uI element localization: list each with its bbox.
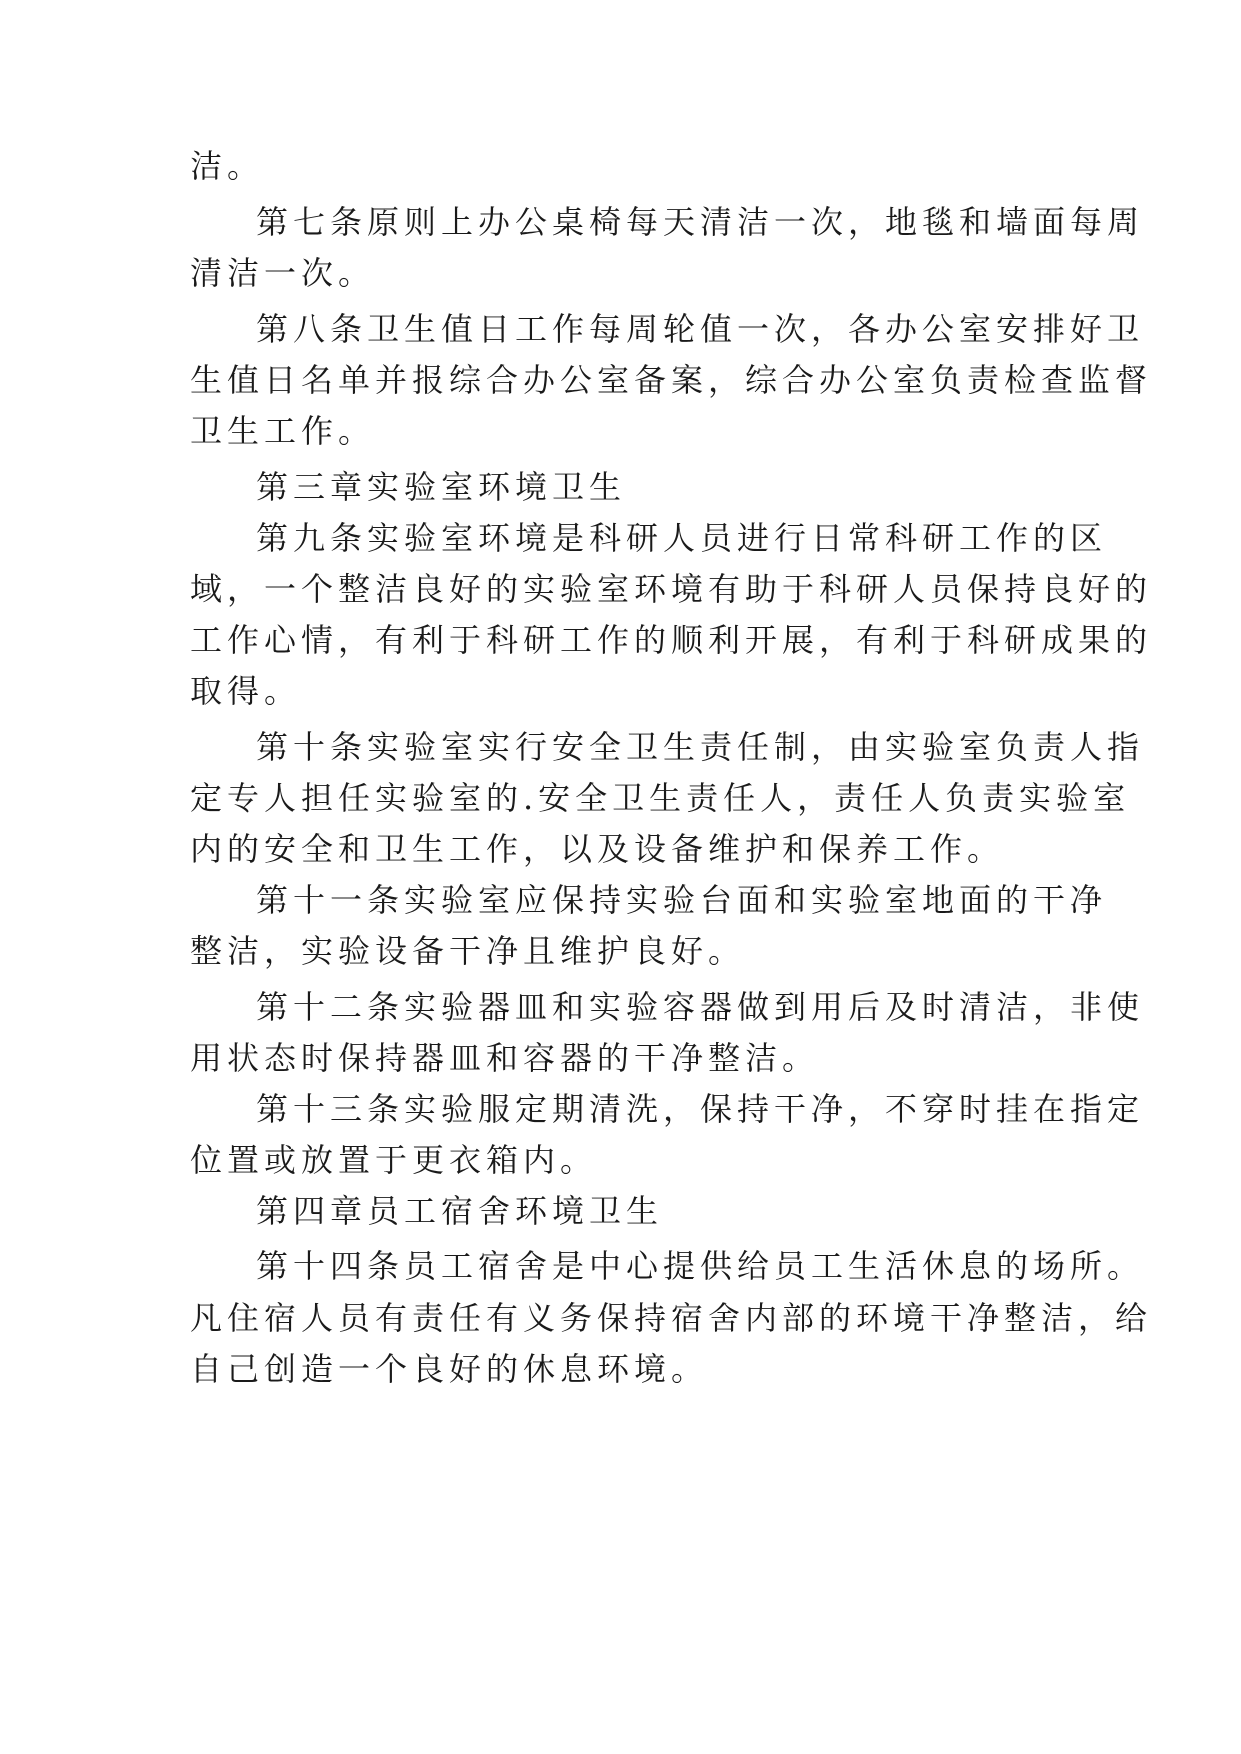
text-line: 定专人担任实验室的.安全卫生责任人，责任人负责实验室 [190,779,1131,817]
article-10: 第十条实验室实行安全卫生责任制，由实验室负责人指 [256,728,1145,766]
article-12: 第十二条实验器皿和实验容器做到用后及时清洁，非使 [256,988,1145,1026]
text-line: 取得。 [190,672,302,710]
chapter-4-heading: 第四章员工宿舍环境卫生 [256,1192,664,1230]
article-8: 第八条卫生值日工作每周轮值一次，各办公室安排好卫 [256,310,1145,348]
chapter-3-heading: 第三章实验室环境卫生 [256,468,627,506]
article-11: 第十一条实验室应保持实验台面和实验室地面的干净 [256,881,1108,919]
text-line: 用状态时保持器皿和容器的干净整洁。 [190,1039,820,1077]
article-14: 第十四条员工宿舍是中心提供给员工生活休息的场所。 [256,1247,1145,1285]
text-line: 域，一个整洁良好的实验室环境有助于科研人员保持良好的 [190,570,1153,608]
text-line: 生值日名单并报综合办公室备案，综合办公室负责检查监督 [190,361,1153,399]
text-line: 位置或放置于更衣箱内。 [190,1141,598,1179]
text-line: 洁。 [190,147,265,185]
text-line: 自己创造一个良好的休息环境。 [190,1350,709,1388]
article-7: 第七条原则上办公桌椅每天清洁一次，地毯和墙面每周 [256,203,1145,241]
text-line: 整洁，实验设备干净且维护良好。 [190,932,746,970]
text-line: 卫生工作。 [190,412,376,450]
text-line: 清洁一次。 [190,254,376,292]
article-13: 第十三条实验服定期清洗，保持干净，不穿时挂在指定 [256,1090,1145,1128]
article-9: 第九条实验室环境是科研人员进行日常科研工作的区 [256,519,1108,557]
text-line: 工作心情，有利于科研工作的顺利开展，有利于科研成果的 [190,621,1153,659]
text-line: 内的安全和卫生工作，以及设备维护和保养工作。 [190,830,1005,868]
text-line: 凡住宿人员有责任有义务保持宿舍内部的环境干净整洁，给 [190,1299,1153,1337]
